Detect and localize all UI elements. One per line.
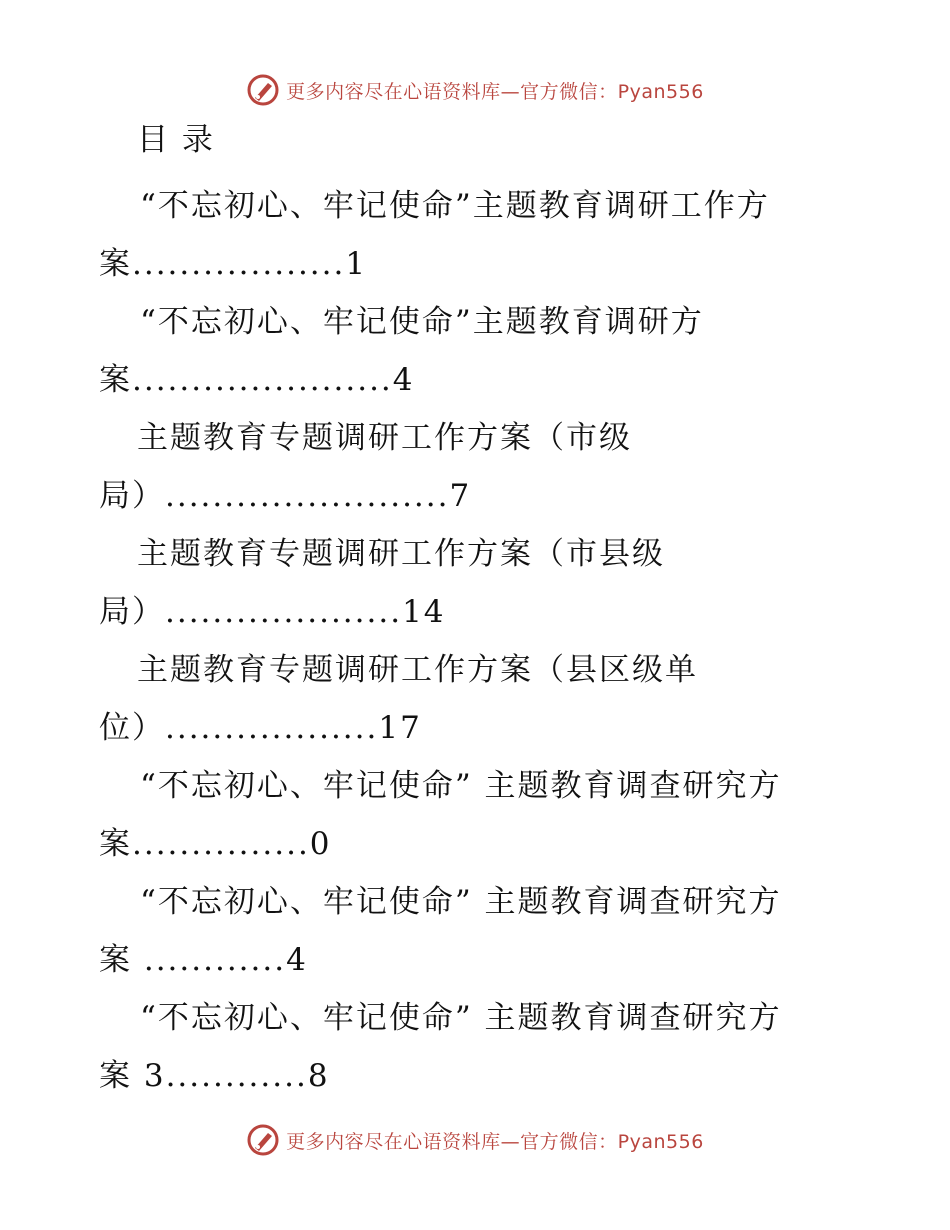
pen-seal-icon (246, 73, 280, 107)
toc-entry-title: 主题教育专题调研工作方案（市县级 (137, 536, 665, 572)
footer-banner (0, 1120, 950, 1160)
toc-entry-leader: 案 3............8 (99, 1058, 330, 1094)
header-banner-text: 更多内容尽在心语资料库—官方微信：Pyan556 (286, 80, 704, 103)
toc-entry-title: “不忘初心、牢记使命” 主题教育调查研究方 (140, 884, 782, 920)
toc-entry-leader: 案 ............4 (99, 942, 308, 978)
header-banner (0, 70, 950, 110)
toc-entry-title: “不忘初心、牢记使命” 主题教育调查研究方 (140, 1000, 782, 1036)
toc-entry-title: 主题教育专题调研工作方案（市级 (137, 420, 632, 456)
toc-entry-leader: 局）........................7 (99, 478, 472, 514)
toc-entry-title: “不忘初心、牢记使命”主题教育调研方 (140, 304, 704, 340)
toc-entry-leader: 局）....................14 (99, 594, 446, 630)
toc-entry-leader: 案..................1 (99, 246, 368, 282)
toc-entry-leader: 案......................4 (99, 362, 415, 398)
footer-banner-text: 更多内容尽在心语资料库—官方微信：Pyan556 (286, 1130, 704, 1153)
toc-entry-title: “不忘初心、牢记使命”主题教育调研工作方 (140, 188, 770, 224)
pen-seal-icon (246, 1123, 280, 1157)
toc-entry-leader: 位）..................17 (99, 710, 422, 746)
toc-entry-leader: 案...............0 (99, 826, 332, 862)
toc-heading: 目 录 (137, 122, 215, 158)
toc-entry-title: 主题教育专题调研工作方案（县区级单 (137, 652, 698, 688)
toc-entry-title: “不忘初心、牢记使命” 主题教育调查研究方 (140, 768, 782, 804)
